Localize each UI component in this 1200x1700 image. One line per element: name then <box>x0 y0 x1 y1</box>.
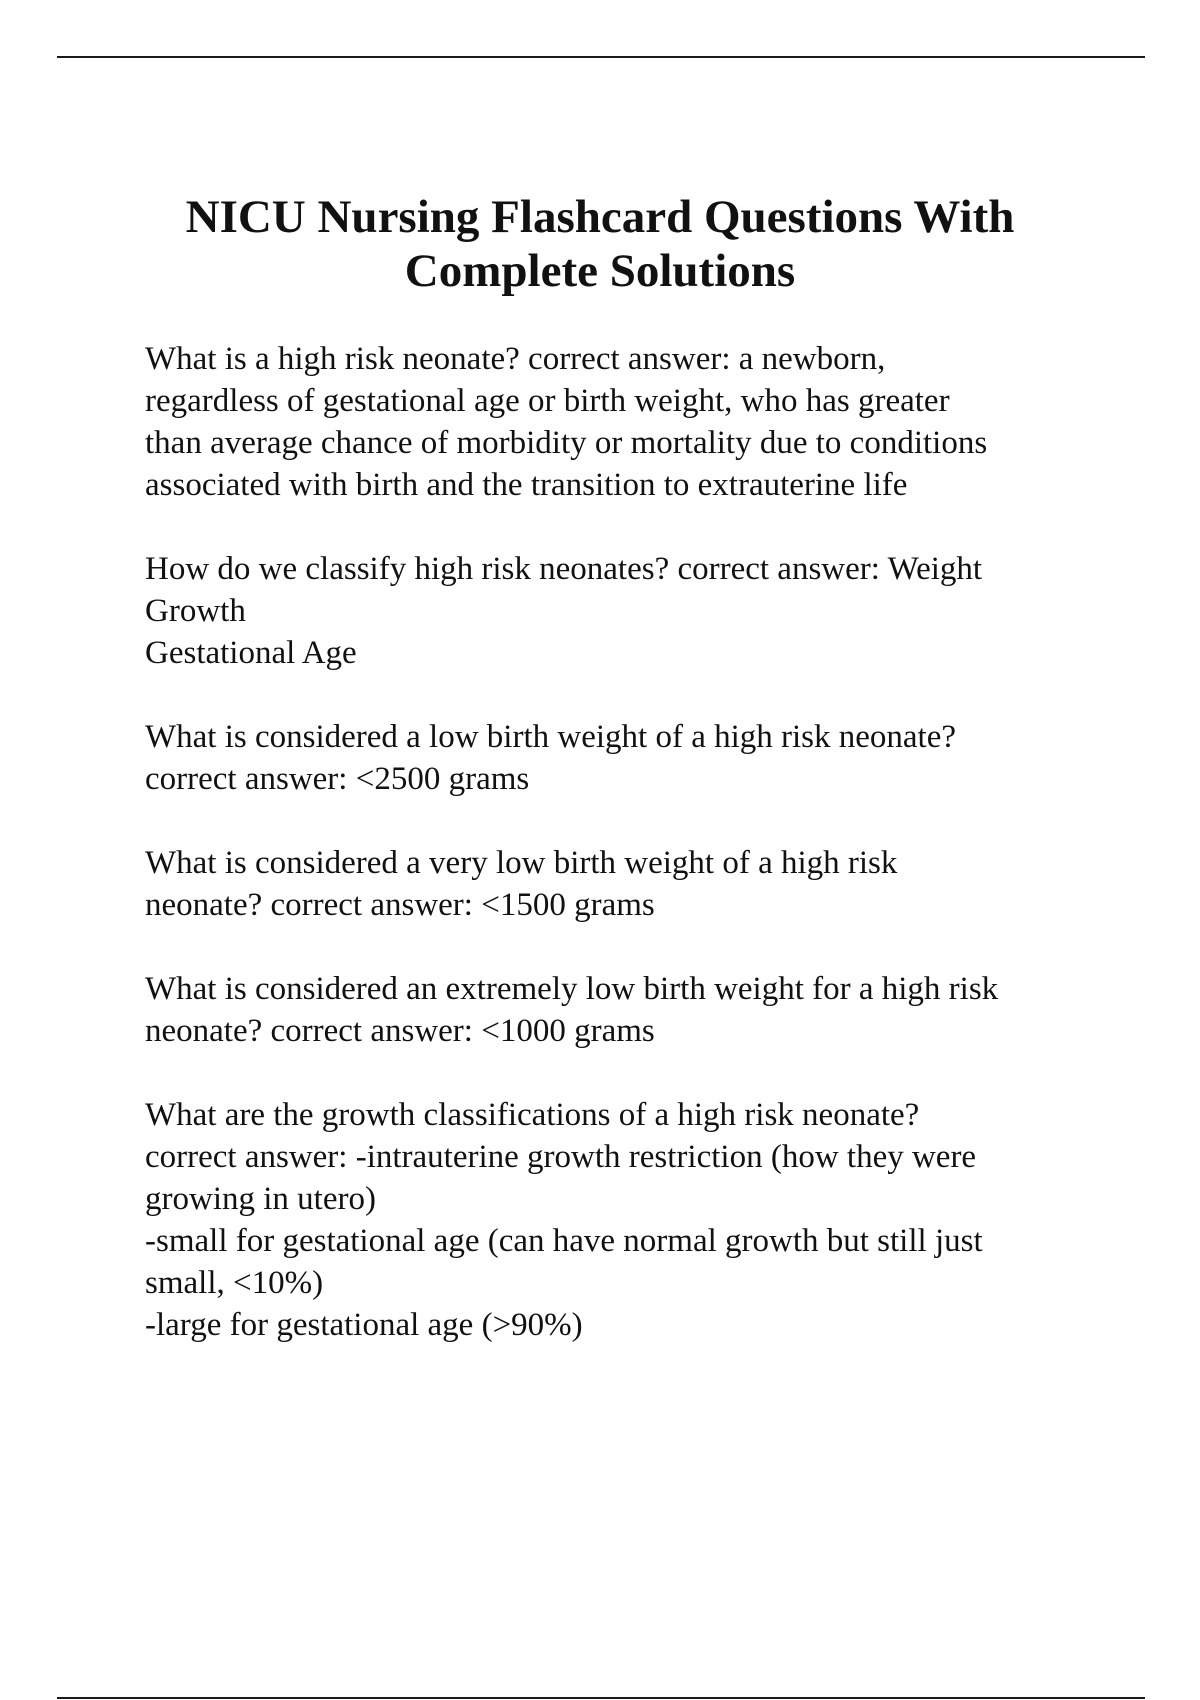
text-line: What is considered an extremely low birth weight for a high risk <box>145 971 999 1007</box>
text-line: Gestational Age <box>145 635 357 671</box>
flashcard-entry <box>145 842 1095 926</box>
text-line: than average chance of morbidity or mortality due to conditions <box>145 425 988 461</box>
text-line: regardless of gestational age or birth weight, who has greater <box>145 383 950 419</box>
flashcard-entry <box>145 338 1095 506</box>
text-line: -small for gestational age (can have normal growth but still just <box>145 1223 983 1259</box>
text-line: associated with birth and the transition to extrauterine life <box>145 467 908 503</box>
title-line: NICU Nursing Flashcard Questions With <box>185 191 1015 243</box>
flashcard-entry <box>145 716 1095 800</box>
title-line: Complete Solutions <box>404 245 796 297</box>
text-line: What is considered a very low birth weight of a high risk <box>145 845 898 881</box>
text-line: Growth <box>145 593 246 629</box>
text-line: small, <10%) <box>145 1265 324 1301</box>
flashcard-entry <box>145 548 1095 674</box>
text-line: -large for gestational age (>90%) <box>145 1307 583 1343</box>
page-title <box>120 190 1080 298</box>
text-line: neonate? correct answer: <1500 grams <box>145 887 655 923</box>
bottom-divider <box>57 1697 1145 1699</box>
text-line: What is a high risk neonate? correct answer: a newborn, <box>145 341 886 377</box>
flashcard-entry <box>145 968 1095 1052</box>
text-line: correct answer: <2500 grams <box>145 761 530 797</box>
text-line: What are the growth classifications of a high risk neonate? <box>145 1097 920 1133</box>
text-line: What is considered a low birth weight of a high risk neonate? <box>145 719 957 755</box>
text-line: growing in utero) <box>145 1181 376 1217</box>
flashcard-list <box>145 338 1095 1388</box>
text-line: neonate? correct answer: <1000 grams <box>145 1013 655 1049</box>
flashcard-entry <box>145 1094 1095 1346</box>
top-divider <box>57 56 1145 58</box>
text-line: correct answer: -intrauterine growth restriction (how they were <box>145 1139 977 1175</box>
text-line: How do we classify high risk neonates? correct answer: Weight <box>145 551 983 587</box>
